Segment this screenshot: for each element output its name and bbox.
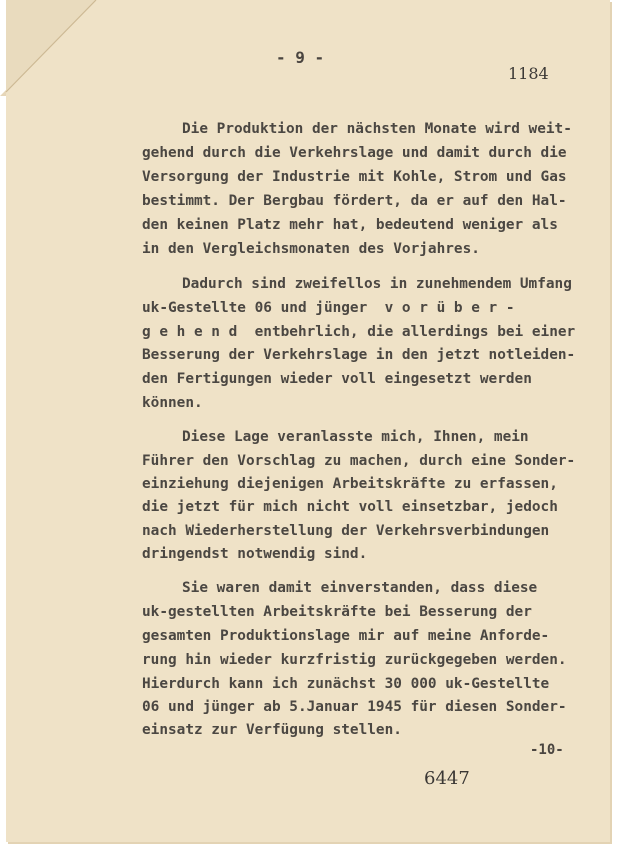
paragraph-4-line-3: gesamten Produktionslage mir auf meine Anforde-	[142, 628, 550, 644]
paragraph-4-line-7: einsatz zur Verfügung stellen.	[142, 722, 402, 738]
stamp-number: 6447	[424, 768, 470, 789]
continuation-marker: -10-	[530, 742, 564, 758]
paragraph-4-line-5: Hierdurch kann ich zunächst 30 000 uk-Gestellte	[142, 676, 550, 692]
document-number: 1184	[508, 64, 549, 83]
paragraph-4-line-4: rung hin wieder kurzfristig zurückgegeben werden.	[142, 652, 567, 668]
paragraph-2-line-4: Besserung der Verkehrslage in den jetzt notleiden-	[142, 347, 576, 363]
paragraph-1-line-5: den keinen Platz mehr hat, bedeutend weniger als	[142, 217, 558, 233]
paragraph-3-line-4: die jetzt für mich nicht voll einsetzbar, jedoch	[142, 499, 558, 515]
paragraph-1-line-3: Versorgung der Industrie mit Kohle, Strom und Gas	[142, 169, 567, 185]
paragraph-1-line-1: Die Produktion der nächsten Monate wird weit-	[182, 121, 572, 137]
paragraph-2-line-1: Dadurch sind zweifellos in zunehmendem Umfang	[182, 276, 572, 292]
paragraph-4-line-2: uk-gestellten Arbeitskräfte bei Besserung der	[142, 604, 532, 620]
paragraph-3-line-2: Führer den Vorschlag zu machen, durch eine Sonder-	[142, 453, 576, 469]
paragraph-1-line-2: gehend durch die Verkehrslage und damit durch die	[142, 145, 567, 161]
paragraph-2-line-3: g e h e n d entbehrlich, die allerdings bei einer	[142, 324, 576, 340]
paragraph-1-line-4: bestimmt. Der Bergbau fördert, da er auf den Hal-	[142, 193, 567, 209]
paragraph-3-line-3: einziehung diejenigen Arbeitskräfte zu erfassen,	[142, 476, 558, 492]
page-number: - 9 -	[276, 48, 325, 67]
paragraph-1-line-6: in den Vergleichsmonaten des Vorjahres.	[142, 241, 480, 257]
paragraph-3-line-5: nach Wiederherstellung der Verkehrsverbindungen	[142, 523, 550, 539]
paragraph-2-line-6: können.	[142, 395, 203, 411]
paragraph-3-line-1: Diese Lage veranlasste mich, Ihnen, mein	[182, 429, 529, 445]
paragraph-2-line-5: den Fertigungen wieder voll eingesetzt werden	[142, 371, 532, 387]
paragraph-4-line-6: 06 und jünger ab 5.Januar 1945 für diesen Sonder-	[142, 699, 567, 715]
paragraph-3-line-6: dringendst notwendig sind.	[142, 546, 368, 562]
paragraph-2-line-2: uk-Gestellte 06 und jünger v o r ü b e r -	[142, 300, 515, 316]
paragraph-4-line-1: Sie waren damit einverstanden, dass diese	[182, 580, 538, 596]
folded-corner	[0, 0, 104, 104]
